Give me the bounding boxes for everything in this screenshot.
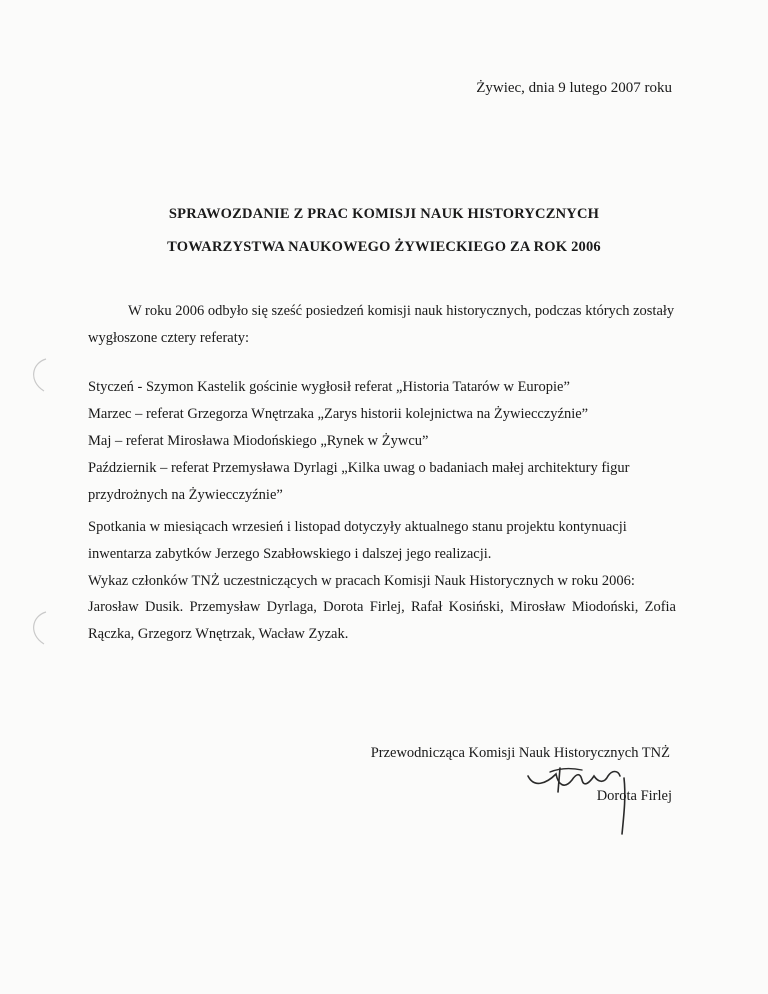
intro-paragraph: W roku 2006 odbyło się sześć posiedzeń komisji nauk historycznych, podczas których zostały wygłoszone cztery referaty: bbox=[88, 303, 675, 346]
title-line-1: SPRAWOZDANIE Z PRAC KOMISJI NAUK HISTORYCZNYCH bbox=[168, 206, 600, 222]
chair-role: Przewodnicząca Komisji Nauk Historycznych TNŻ bbox=[370, 745, 670, 761]
members-paragraph: Jarosław Dusik. Przemysław Dyrlaga, Dorota Firlej, Rafał Kosiński, Mirosław Miodoński, Zofia Rączka, Grzegorz Wnętrzak, Wacław Zyzak. bbox=[88, 599, 676, 642]
lecture-list bbox=[88, 374, 676, 509]
signatory-name: Dorota Firlej bbox=[596, 788, 672, 804]
list-item: Marzec – referat Grzegorza Wnętrzaka „Zarys historii kolejnictwa na Żywiecczyźnie” bbox=[88, 406, 589, 422]
punch-hole-bottom bbox=[22, 608, 52, 648]
text-line: Wykaz członków TNŻ uczestniczących w pracach Komisji Nauk Historycznych w roku 2006: bbox=[88, 573, 635, 589]
list-item: przydrożnych na Żywiecczyźnie” bbox=[88, 487, 283, 503]
list-item: Październik – referat Przemysława Dyrlagi „Kilka uwag o badaniach małej architektury figur bbox=[88, 460, 630, 476]
meetings-paragraph bbox=[88, 514, 676, 595]
punch-hole-top bbox=[22, 355, 52, 395]
title-line-2: TOWARZYSTWA NAUKOWEGO ŻYWIECKIEGO ZA ROK 2006 bbox=[167, 239, 601, 255]
text-line: inwentarza zabytków Jerzego Szabłowskiego i dalszej jego realizacji. bbox=[88, 546, 492, 562]
document-title bbox=[0, 198, 768, 264]
date-line: Żywiec, dnia 9 lutego 2007 roku bbox=[476, 80, 672, 96]
text-line: Spotkania w miesiącach wrzesień i listopad dotyczyły aktualnego stanu projektu kontynuacji bbox=[88, 519, 627, 535]
list-item: Styczeń - Szymon Kastelik gościnie wygłosił referat „Historia Tatarów w Europie” bbox=[88, 379, 570, 395]
list-item: Maj – referat Mirosława Miodońskiego „Rynek w Żywcu” bbox=[88, 433, 429, 449]
